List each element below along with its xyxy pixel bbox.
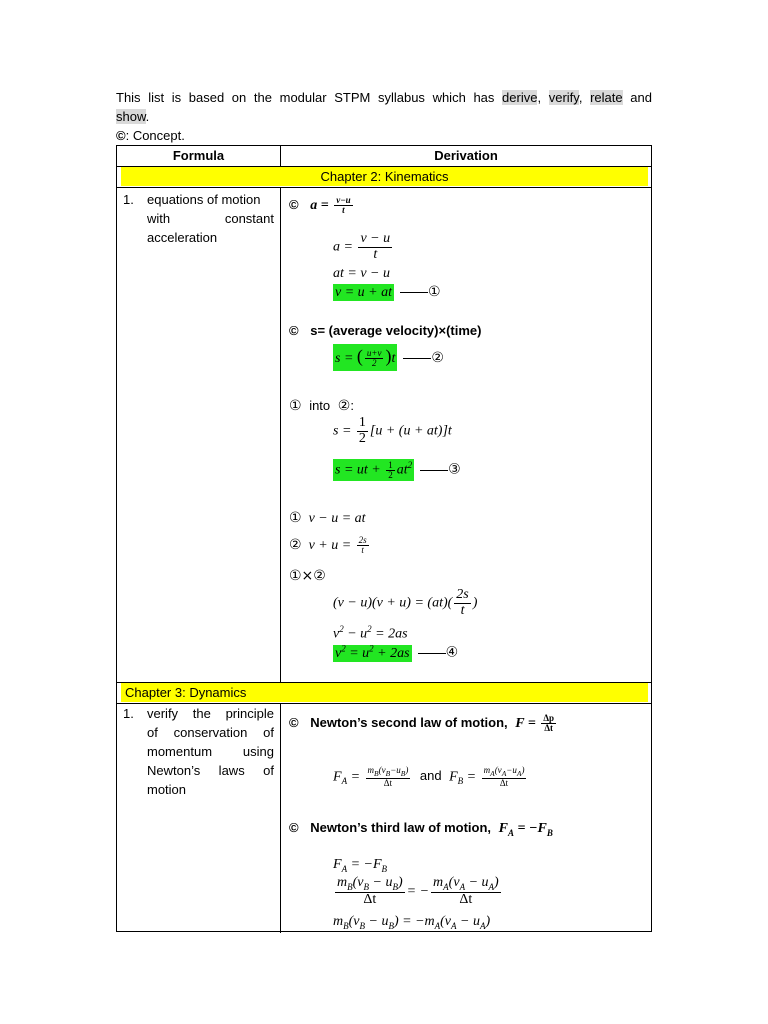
keyword-relate: relate — [590, 90, 623, 105]
eq-fa-neg-fb: $F_A = -F_B$ — [333, 857, 388, 874]
header-formula: Formula — [172, 148, 225, 163]
ref-2: ② — [289, 537, 302, 554]
item-1-line — [147, 209, 274, 228]
eq-v-plus-u: ② v + u = $\frac{2s}{t}$ — [289, 535, 367, 556]
item-1-formula — [147, 190, 274, 247]
ref-2: ② — [337, 398, 351, 414]
eq-accel: a = $\frac{v - u}{t}$ — [333, 231, 391, 262]
eq-label-3: ③ — [448, 461, 461, 478]
newton2-eq: F = $\frac{\Delta p}{\Delta t}$ — [515, 713, 554, 734]
concept-line-newton3 — [289, 820, 553, 838]
mult-text: ①×② — [289, 568, 326, 584]
table-col-rule — [280, 187, 281, 682]
chapter-3-banner — [121, 683, 648, 702]
item-2-number: 1. — [123, 706, 134, 721]
table-col-rule — [280, 703, 281, 933]
intro-line-1: This list is based on the modular STPM syllabus which has derive, verify, relate and — [116, 90, 652, 105]
eq-label-4: ④ — [445, 644, 459, 661]
intro-text: This list is based on the modular STPM syllabus which has — [116, 90, 495, 105]
item-2-line: momentum using — [147, 744, 274, 759]
chapter-2-banner — [121, 167, 648, 186]
ref-1: ① — [289, 398, 302, 414]
eq-at: at = v − u — [333, 266, 390, 281]
item-2-line: Newton’s laws of — [147, 763, 274, 778]
eq-force-pair: $F_A$ = $\frac{m_B(v_B-u_B)}{\Delta t}$ and $F_B$ = $\frac{m_A(v_A-u_A)}{\Delta t}$ — [333, 765, 525, 788]
eq-label-2: ② — [431, 350, 444, 366]
ref-1: ① — [289, 510, 302, 526]
eq-v2-minus-u2: $v^2 - u^2 = 2as$ — [333, 624, 408, 642]
accel-concept-eq: a = $\frac{v-u}{t}$ — [310, 195, 351, 216]
eq-2: s = ( $\frac{u+v}{2}$ )t ② — [333, 344, 444, 371]
concept-line-newton2 — [289, 714, 558, 734]
chapter-3-title: Chapter 3: Dynamics — [125, 685, 247, 700]
concept-legend-text: : Concept. — [125, 128, 185, 143]
intro-line-2: show. — [116, 109, 150, 124]
eq-label-1: ① — [428, 284, 441, 300]
copyright-icon: © — [289, 197, 299, 213]
concept-legend — [116, 128, 185, 143]
item-1-line: equations of motion — [147, 192, 261, 207]
keyword-verify: verify — [548, 90, 579, 105]
intro-and: and — [630, 90, 652, 105]
item-1-number: 1. — [123, 192, 134, 207]
header-derivation: Derivation — [434, 148, 498, 163]
eq-product: (v − u)(v + u) = (at)( $\frac{2s}{t}$ ) — [333, 587, 478, 618]
newton3-text: Newton’s third law of motion, — [310, 820, 492, 835]
newton2-text: Newton’s second law of motion, — [310, 715, 508, 731]
derivation-table — [116, 145, 652, 932]
item-1-word: with — [147, 211, 171, 226]
keyword-show: show — [116, 109, 146, 124]
item-2-line: verify the principle — [147, 706, 274, 721]
into-line: ① into ②: — [289, 398, 354, 414]
eq-momentum-final: $m_B(v_B - u_B) = -m_A(v_A - u_A)$ — [333, 914, 491, 931]
avg-velocity-text: s= (average velocity)×(time) — [310, 323, 482, 338]
copyright-icon: © — [289, 820, 299, 835]
chapter-2-title: Chapter 2: Kinematics — [320, 169, 449, 184]
eq-v-minus-u: ① v − u = at — [289, 510, 366, 526]
item-1-line: acceleration — [147, 230, 218, 245]
copyright-icon: © — [289, 323, 299, 338]
table-rule — [117, 187, 651, 188]
eq-3: s = ut + $\frac{1}{2}$ $at^2$ ③ — [335, 459, 461, 480]
eq-momentum-ratio: $\frac{m_B(v_B - u_B)}{\Delta t}$ = − $\frac{m_A(v_A - u_A)}{\Delta t}$ — [337, 875, 499, 908]
copyright-icon: © — [289, 715, 299, 731]
item-1-word: constant — [224, 211, 274, 226]
eq-1: v = u + at ① — [335, 284, 441, 300]
and-text: and — [419, 768, 442, 784]
into-text: into — [309, 398, 331, 413]
copyright-icon: © — [116, 128, 126, 143]
concept-line-accel — [289, 196, 355, 216]
item-2-line: motion — [147, 782, 187, 797]
eq-s-half: s = $\frac{1}{2}$ [u + (u + at)]t — [333, 415, 452, 446]
keyword-derive: derive — [502, 90, 538, 105]
concept-line-avg — [289, 323, 481, 338]
item-2-line: of conservation of — [147, 725, 274, 740]
item-2-formula — [147, 704, 274, 799]
eq-4: $v^2 = u^2 + 2as$ ④ — [335, 643, 459, 661]
mult-line — [289, 568, 326, 584]
newton3-eq: $F_A = -F_B$ — [498, 821, 553, 838]
intro-paragraph — [116, 88, 652, 145]
